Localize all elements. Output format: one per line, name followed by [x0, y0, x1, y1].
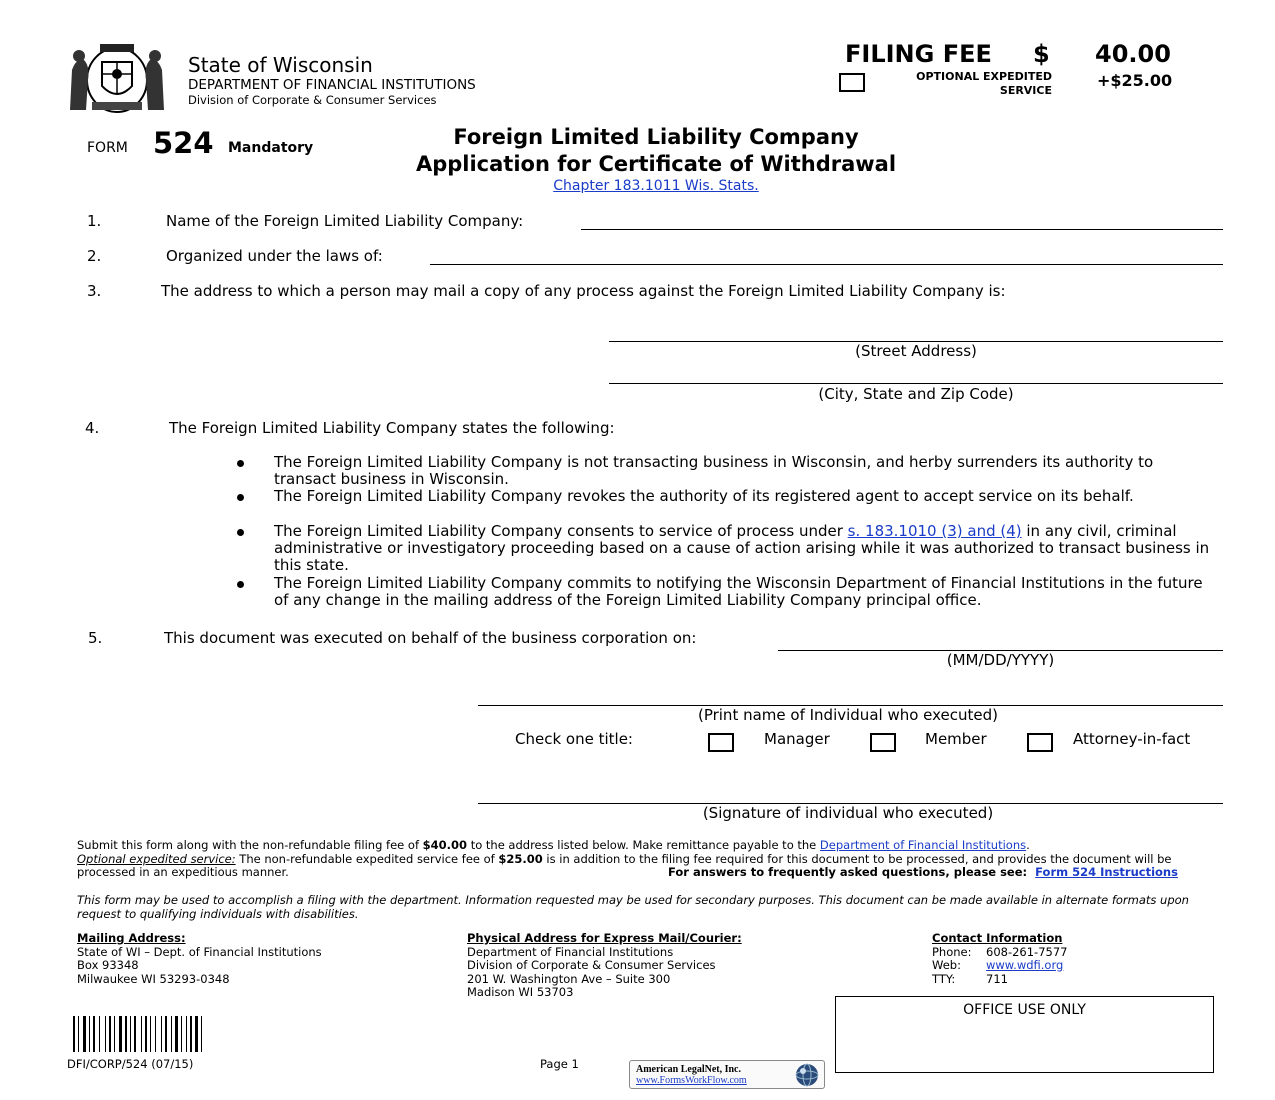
department-name: DEPARTMENT OF FINANCIAL INSTITUTIONS [188, 77, 476, 93]
expedited-pre: The non-refundable expedited service fee of [235, 851, 499, 866]
state-name: State of Wisconsin [188, 53, 373, 77]
statute-183-1010-link[interactable]: s. 183.1010 (3) and (4) [847, 522, 1022, 540]
contact-tty-row [932, 973, 1067, 987]
expedited-label-line2: SERVICE [999, 84, 1052, 97]
form-524-instructions-link[interactable]: Form 524 Instructions [1035, 865, 1178, 879]
item2-label: Organized under the laws of: [166, 247, 383, 265]
division-name: Division of Corporate & Consumer Services [188, 93, 437, 107]
submit-mid: to the address listed below. Make remittance payable to the [467, 838, 820, 852]
contact-phone-row [932, 946, 1067, 960]
form-mandatory: Mandatory [228, 140, 314, 156]
city-state-zip-field[interactable] [609, 383, 1223, 384]
bullet-1-text: The Foreign Limited Liability Company is not transacting business in Wisconsin, and herby surrenders its authority to transact business in Wisconsin. [274, 453, 1154, 488]
wisconsin-seal-icon [62, 40, 172, 116]
street-address-caption: (Street Address) [855, 342, 977, 360]
organized-laws-field[interactable] [430, 264, 1223, 265]
phone-value: 608-261-7577 [986, 944, 1068, 959]
expedited-fee: $25.00 [498, 851, 543, 866]
statute-link[interactable]: Chapter 183.1011 Wis. Stats. [553, 178, 759, 194]
attorney-in-fact-checkbox[interactable] [1027, 733, 1053, 752]
filing-fee-label: FILING FEE [845, 40, 992, 68]
submit-end: . [1026, 838, 1030, 852]
mailing-line3: Milwaukee WI 53293-0348 [77, 971, 230, 986]
contact-information [932, 932, 1067, 986]
disclaimer-text: This form may be used to accomplish a filing with the department. Information requested may be used for secondary purposes. This document can be made available in alternate formats upon request to qualifying individuals with disabilities. [77, 893, 1189, 921]
barcode-icon [73, 1016, 235, 1052]
city-state-zip-caption: (City, State and Zip Code) [818, 385, 1014, 403]
submit-pre: Submit this form along with the non-refundable filing fee of [77, 838, 423, 852]
item3-label: The address to which a person may mail a copy of any process against the Foreign Limited Liability Company is: [161, 282, 1006, 300]
item1-label: Name of the Foreign Limited Liability Company: [166, 212, 524, 230]
form-label: FORM [87, 140, 128, 156]
mailing-address [77, 932, 322, 986]
bullet-3-post: in any civil, criminal administrative or investigatory proceeding based on a cause of action arising while it was authorized to transact business in this state. [274, 522, 1210, 574]
manager-label: Manager [764, 730, 830, 748]
bullet-2-text: The Foreign Limited Liability Company revokes the authority of its registered agent to accept service on its behalf. [274, 487, 1134, 505]
member-checkbox[interactable] [870, 733, 896, 752]
faq-line [668, 866, 1178, 880]
globe-icon [792, 1062, 822, 1088]
company-name-field[interactable] [581, 229, 1223, 230]
dfi-payable-link[interactable]: Department of Financial Institutions [819, 838, 1027, 852]
print-name-caption: (Print name of Individual who executed) [697, 706, 999, 724]
item5-label: This document was executed on behalf of the business corporation on: [164, 629, 697, 647]
physical-heading: Physical Address for Express Mail/Courier: [467, 931, 742, 945]
form-number: 524 [153, 126, 214, 160]
bullet-3-pre: The Foreign Limited Liability Company consents to service of process under [274, 522, 848, 540]
physical-line1: Department of Financial Institutions [467, 944, 674, 959]
vendor-name: American LegalNet, Inc. [636, 1064, 741, 1075]
submit-line [77, 839, 1217, 853]
form-title-line2: Application for Certificate of Withdrawal [415, 152, 897, 176]
expedited-post: is in addition to the filing fee required for this document to be processed, and provides the document will be processed in an expeditious manner. [77, 851, 1172, 879]
signature-caption: (Signature of individual who executed) [702, 804, 994, 822]
physical-line2: Division of Corporate & Consumer Services [467, 958, 716, 972]
web-label: Web: [932, 958, 961, 972]
bullet-4-text: The Foreign Limited Liability Company commits to notifying the Wisconsin Department of Financial Institutions in the future of any change in the mailing address of the Foreign Limited Liability Company principal office. [274, 574, 1203, 609]
page-number: Page 1 [540, 1057, 579, 1071]
expedited-label-line1: OPTIONAL EXPEDITED [916, 70, 1052, 83]
date-format-caption: (MM/DD/YYYY) [946, 651, 1055, 669]
item5-number: 5. [88, 629, 103, 647]
contact-web-row [932, 959, 1067, 973]
mailing-line2: Box 93348 [77, 958, 139, 972]
member-label: Member [925, 730, 987, 748]
form-code: DFI/CORP/524 (07/15) [67, 1057, 194, 1071]
item4-label: The Foreign Limited Liability Company states the following: [169, 419, 615, 437]
wdfi-website-link[interactable]: www.wdfi.org [986, 958, 1064, 972]
vendor-logo[interactable] [629, 1060, 825, 1089]
bullet-4-marker [237, 581, 244, 588]
bullet-1-marker [237, 460, 244, 467]
item3-number: 3. [87, 282, 102, 300]
bullet-3-marker [237, 529, 244, 536]
vendor-url[interactable]: www.FormsWorkFlow.com [636, 1075, 747, 1086]
phone-label: Phone: [932, 944, 972, 959]
barcode [73, 1016, 235, 1052]
item1-number: 1. [87, 212, 102, 230]
tty-value: 711 [986, 971, 1008, 986]
bullet-3-text [274, 523, 1212, 574]
expedited-amount: +$25.00 [1097, 71, 1173, 90]
expedited-service-checkbox[interactable] [839, 73, 865, 92]
filing-fee-amount: 40.00 [1095, 40, 1171, 68]
manager-checkbox[interactable] [708, 733, 734, 752]
bullet-2-marker [237, 494, 244, 501]
attorney-in-fact-label: Attorney-in-fact [1073, 730, 1191, 748]
office-use-label: OFFICE USE ONLY [963, 1002, 1086, 1018]
item4-number: 4. [85, 419, 100, 437]
submit-fee: $40.00 [422, 838, 468, 852]
state-seal [62, 40, 172, 116]
expedited-label [880, 70, 1052, 98]
mailing-heading: Mailing Address: [77, 931, 186, 945]
filing-fee-currency: $ [1033, 40, 1050, 68]
form-title-line1: Foreign Limited Liability Company [453, 125, 859, 149]
item2-number: 2. [87, 247, 102, 265]
faq-text: For answers to frequently asked questions, please see: [668, 865, 1028, 879]
tty-label: TTY: [932, 971, 956, 986]
physical-line4: Madison WI 53703 [467, 985, 574, 999]
contact-heading: Contact Information [932, 931, 1063, 945]
expedited-label-text: Optional expedited service: [77, 851, 236, 866]
check-title-label: Check one title: [515, 730, 633, 748]
physical-address [467, 932, 742, 1000]
mailing-line1: State of WI – Dept. of Financial Institutions [77, 944, 322, 959]
physical-line3: 201 W. Washington Ave – Suite 300 [467, 971, 671, 986]
office-use-box [835, 996, 1214, 1073]
